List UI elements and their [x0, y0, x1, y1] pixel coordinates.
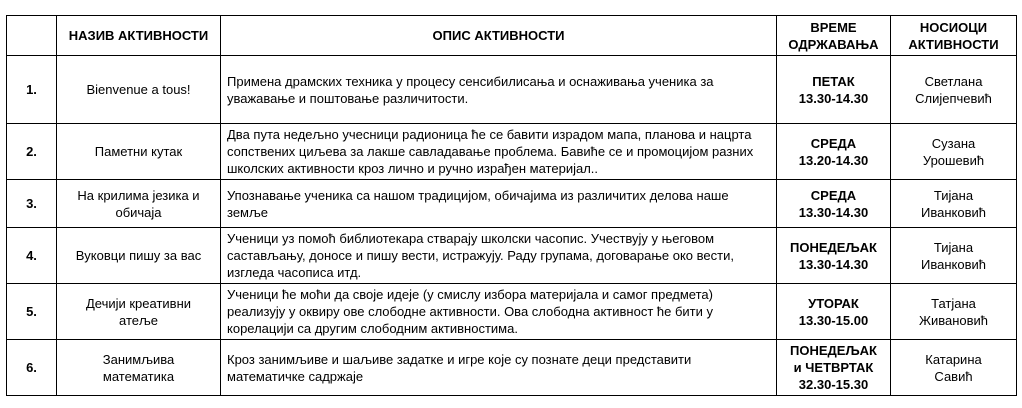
activity-name-line: обичаја	[115, 204, 162, 220]
activity-name	[57, 180, 221, 228]
activity-name	[57, 228, 221, 284]
header-description: ОПИС АКТИВНОСТИ	[221, 16, 777, 56]
row-number: 3.	[7, 180, 57, 228]
table-row	[7, 340, 1017, 396]
activity-name	[57, 284, 221, 340]
time-line: ПОНЕДЕЉАК	[790, 343, 877, 358]
table-row	[7, 124, 1017, 180]
table-row	[7, 180, 1017, 228]
header-leaders	[891, 16, 1017, 56]
row-number: 5.	[7, 284, 57, 340]
activities-table	[6, 15, 1017, 396]
leader-line: Урошевић	[922, 152, 985, 168]
activity-description: Ученици ће моћи да своје идеје (у смислу избора материјала и самог предмета) реализују у оквиру ове слободне активности. Ова слободна активност ће бити у корелацији са другим слободним активностима.	[221, 284, 777, 340]
activity-time	[777, 124, 891, 180]
leader-line: Савић	[934, 368, 973, 384]
time-line: и ЧЕТВРТАК	[793, 360, 874, 375]
activity-name-line: Вуковци пишу за вас	[75, 248, 202, 263]
time-line: ПОНЕДЕЉАК	[790, 239, 877, 255]
activity-leader	[891, 180, 1017, 228]
time-line: 13.30-15.00	[798, 312, 869, 328]
activity-name-line: Bienvenue a tous!	[86, 82, 191, 97]
time-line: ПЕТАК	[812, 73, 855, 89]
header-leaders-line: АКТИВНОСТИ	[908, 36, 999, 52]
header-time-line: ВРЕМЕ	[810, 19, 857, 35]
activity-name-line: Паметни кутак	[94, 144, 183, 159]
leader-line: Татјана	[931, 295, 976, 311]
activity-name	[57, 340, 221, 396]
header-leaders-line: НОСИОЦИ	[919, 19, 988, 35]
activity-leader	[891, 124, 1017, 180]
time-line: УТОРАК	[808, 295, 859, 311]
activity-name	[57, 124, 221, 180]
activity-time	[777, 284, 891, 340]
header-row	[7, 16, 1017, 56]
header-time	[777, 16, 891, 56]
time-line: 13.30-14.30	[798, 256, 869, 272]
activity-time	[777, 56, 891, 124]
time-line: СРЕДА	[810, 135, 857, 151]
leader-line: Светлана	[924, 73, 983, 89]
header-activity-name: НАЗИВ АКТИВНОСТИ	[57, 16, 221, 56]
leader-line: Тијана	[933, 187, 974, 203]
time-line: 13.30-14.30	[798, 90, 869, 106]
activity-time	[777, 180, 891, 228]
activity-description: Примена драмских техника у процесу сенсибилисања и оснаживања ученика за уважавање и поштовање различитости.	[221, 56, 777, 124]
activity-name-line: математика	[102, 368, 175, 384]
activity-description: Упознавање ученика са нашом традицијом, обичајима из различитих делова наше земље	[221, 180, 777, 228]
time-line: 32.30-15.30	[798, 377, 869, 392]
header-time-line: ОДРЖАВАЊА	[788, 36, 879, 52]
leader-line: Тијана	[933, 239, 974, 255]
activity-description: Кроз занимљиве и шаљиве задатке и игре које су познате деци представити математичке садржаје	[221, 340, 777, 396]
row-number: 2.	[7, 124, 57, 180]
table-row	[7, 228, 1017, 284]
activity-name-line: Занимљива	[102, 351, 175, 367]
activity-time	[777, 228, 891, 284]
row-number: 4.	[7, 228, 57, 284]
activity-leader	[891, 340, 1017, 396]
time-line: СРЕДА	[810, 187, 857, 203]
row-number: 6.	[7, 340, 57, 396]
activity-leader	[891, 284, 1017, 340]
row-number: 1.	[7, 56, 57, 124]
activity-leader	[891, 56, 1017, 124]
activity-name-line: атеље	[119, 312, 158, 328]
table-row	[7, 56, 1017, 124]
activity-description: Ученици уз помоћ библиотекара стварају школски часопис. Учествују у његовом састављању, доносе и пишу вести, истражују. Раду групама, договарање око вести, изгледа часописа итд.	[221, 228, 777, 284]
activity-name-line: Дечији креативни	[85, 295, 192, 311]
leader-line: Катарина	[925, 351, 982, 367]
activity-time	[777, 340, 891, 396]
activity-leader	[891, 228, 1017, 284]
leader-line: Иванковић	[921, 204, 986, 220]
leader-line: Слијепчевић	[915, 90, 992, 106]
activity-name	[57, 56, 221, 124]
activity-name-line: На крилима језика и	[77, 187, 200, 203]
table-row	[7, 284, 1017, 340]
leader-line: Сузана	[931, 135, 976, 151]
activity-description: Два пута недељно учесници радионица ће се бавити израдом мапа, планова и нацрта сопствених циљева за лакше савладавање проблема. Бавиће се и промоцијом разних школских активности кроз лично и ручно израђен материјал..	[221, 124, 777, 180]
time-line: 13.20-14.30	[798, 152, 869, 168]
header-number	[7, 16, 57, 56]
leader-line: Иванковић	[921, 256, 986, 272]
leader-line: Живановић	[918, 312, 989, 328]
time-line: 13.30-14.30	[798, 204, 869, 220]
